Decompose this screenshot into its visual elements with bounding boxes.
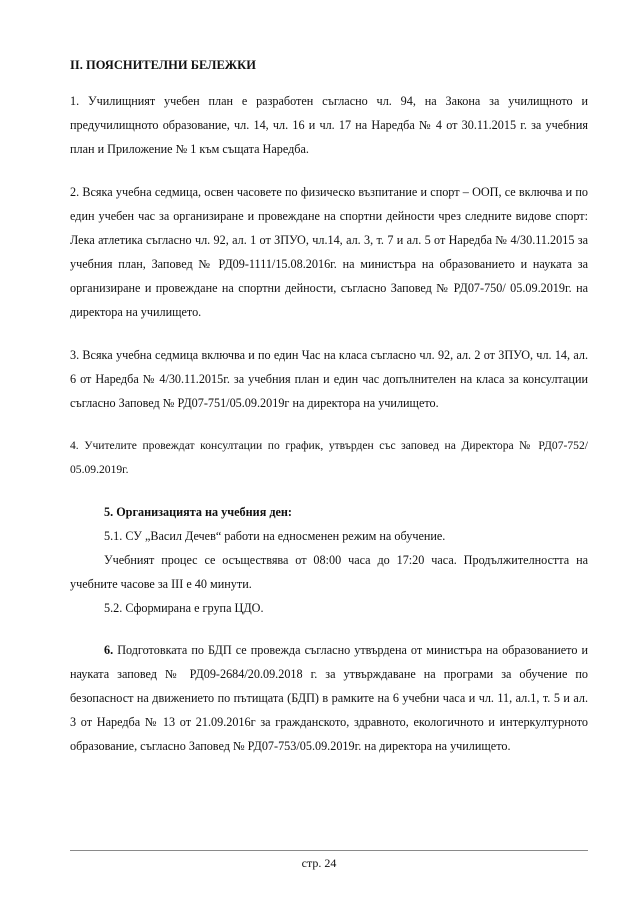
note-4: 4. Учителите провеждат консултации по график, утвърден със заповед на Директора № РД07-752/ 05.09.2019г. [70,439,588,476]
note-2: 2. Всяка учебна седмица, освен часовете по физическо възпитание и спорт – ООП, се включва и по един учебен час за организиране и провеждане на спортни дейности чрез следните видове спорт: Лека атлетика съгласно чл. 92, ал. 1 от ЗПУО, чл.14, ал. 3, т. 7 и ал. 5 от Наредба № 4/30.11.2015 за учебния план, Заповед № РД09-1111/15.08.2016г. на министъра на образованието и науката за организиране и провеждане на спортни дейности, съгласно Заповед № РД07-750/ 05.09.2019г. на директора на училището. [70,185,588,319]
note-3: 3. Всяка учебна седмица включва и по един Час на класа съгласно чл. 92, ал. 2 от ЗПУО, чл. 14, ал. 6 от Наредба № 4/30.11.2015г. за учебния план и един час допълнителен на класа за консултации съгласно Заповед № РД07-751/05.09.2019г на директора на училището. [70,348,588,410]
page-number: стр. 24 [301,856,337,870]
section-5-2: 5.2. Сформирана е група ЦДО. [104,601,264,615]
section-title: II. ПОЯСНИТЕЛНИ БЕЛЕЖКИ [70,58,256,72]
section-5-1: 5.1. СУ „Васил Дечев“ работи на едносменен режим на обучение. [104,529,446,543]
section-6-text: Подготовката по БДП се провежда съгласно утвърдена от министъра на образованието и науката заповед № РД09-2684/20.09.2018 г. за утвърждаване на програми за обучение по безопасност на движението по пътищата (БДП) в рамките на 6 учебни часа и чл. 11, ал.1, т. 5 и ал. 3 от Наредба № 13 от 21.09.2016г за гражданското, здравното, екологичното и интеркултурното образование, съгласно Заповед № РД07-753/05.09.2019г. на директора на училището. [70,643,588,753]
section-6 [70,638,588,758]
section-5-process: Учебният процес се осъществява от 08:00 часа до 17:20 часа. Продължителността на учебните часове за III е 40 минути. [70,553,588,591]
section-6-number: 6. [104,643,114,657]
footer-divider [70,850,588,851]
page-content [70,58,588,758]
section-5-title: 5. Организацията на учебния ден: [104,505,292,519]
note-1: 1. Училищният учебен план е разработен съгласно чл. 94, на Закона за училищното и предучилищното образование, чл. 14, чл. 16 и чл. 17 на Наредба № 4 от 30.11.2015 г. за учебния план и Приложение № 1 към същата Наредба. [70,94,588,156]
